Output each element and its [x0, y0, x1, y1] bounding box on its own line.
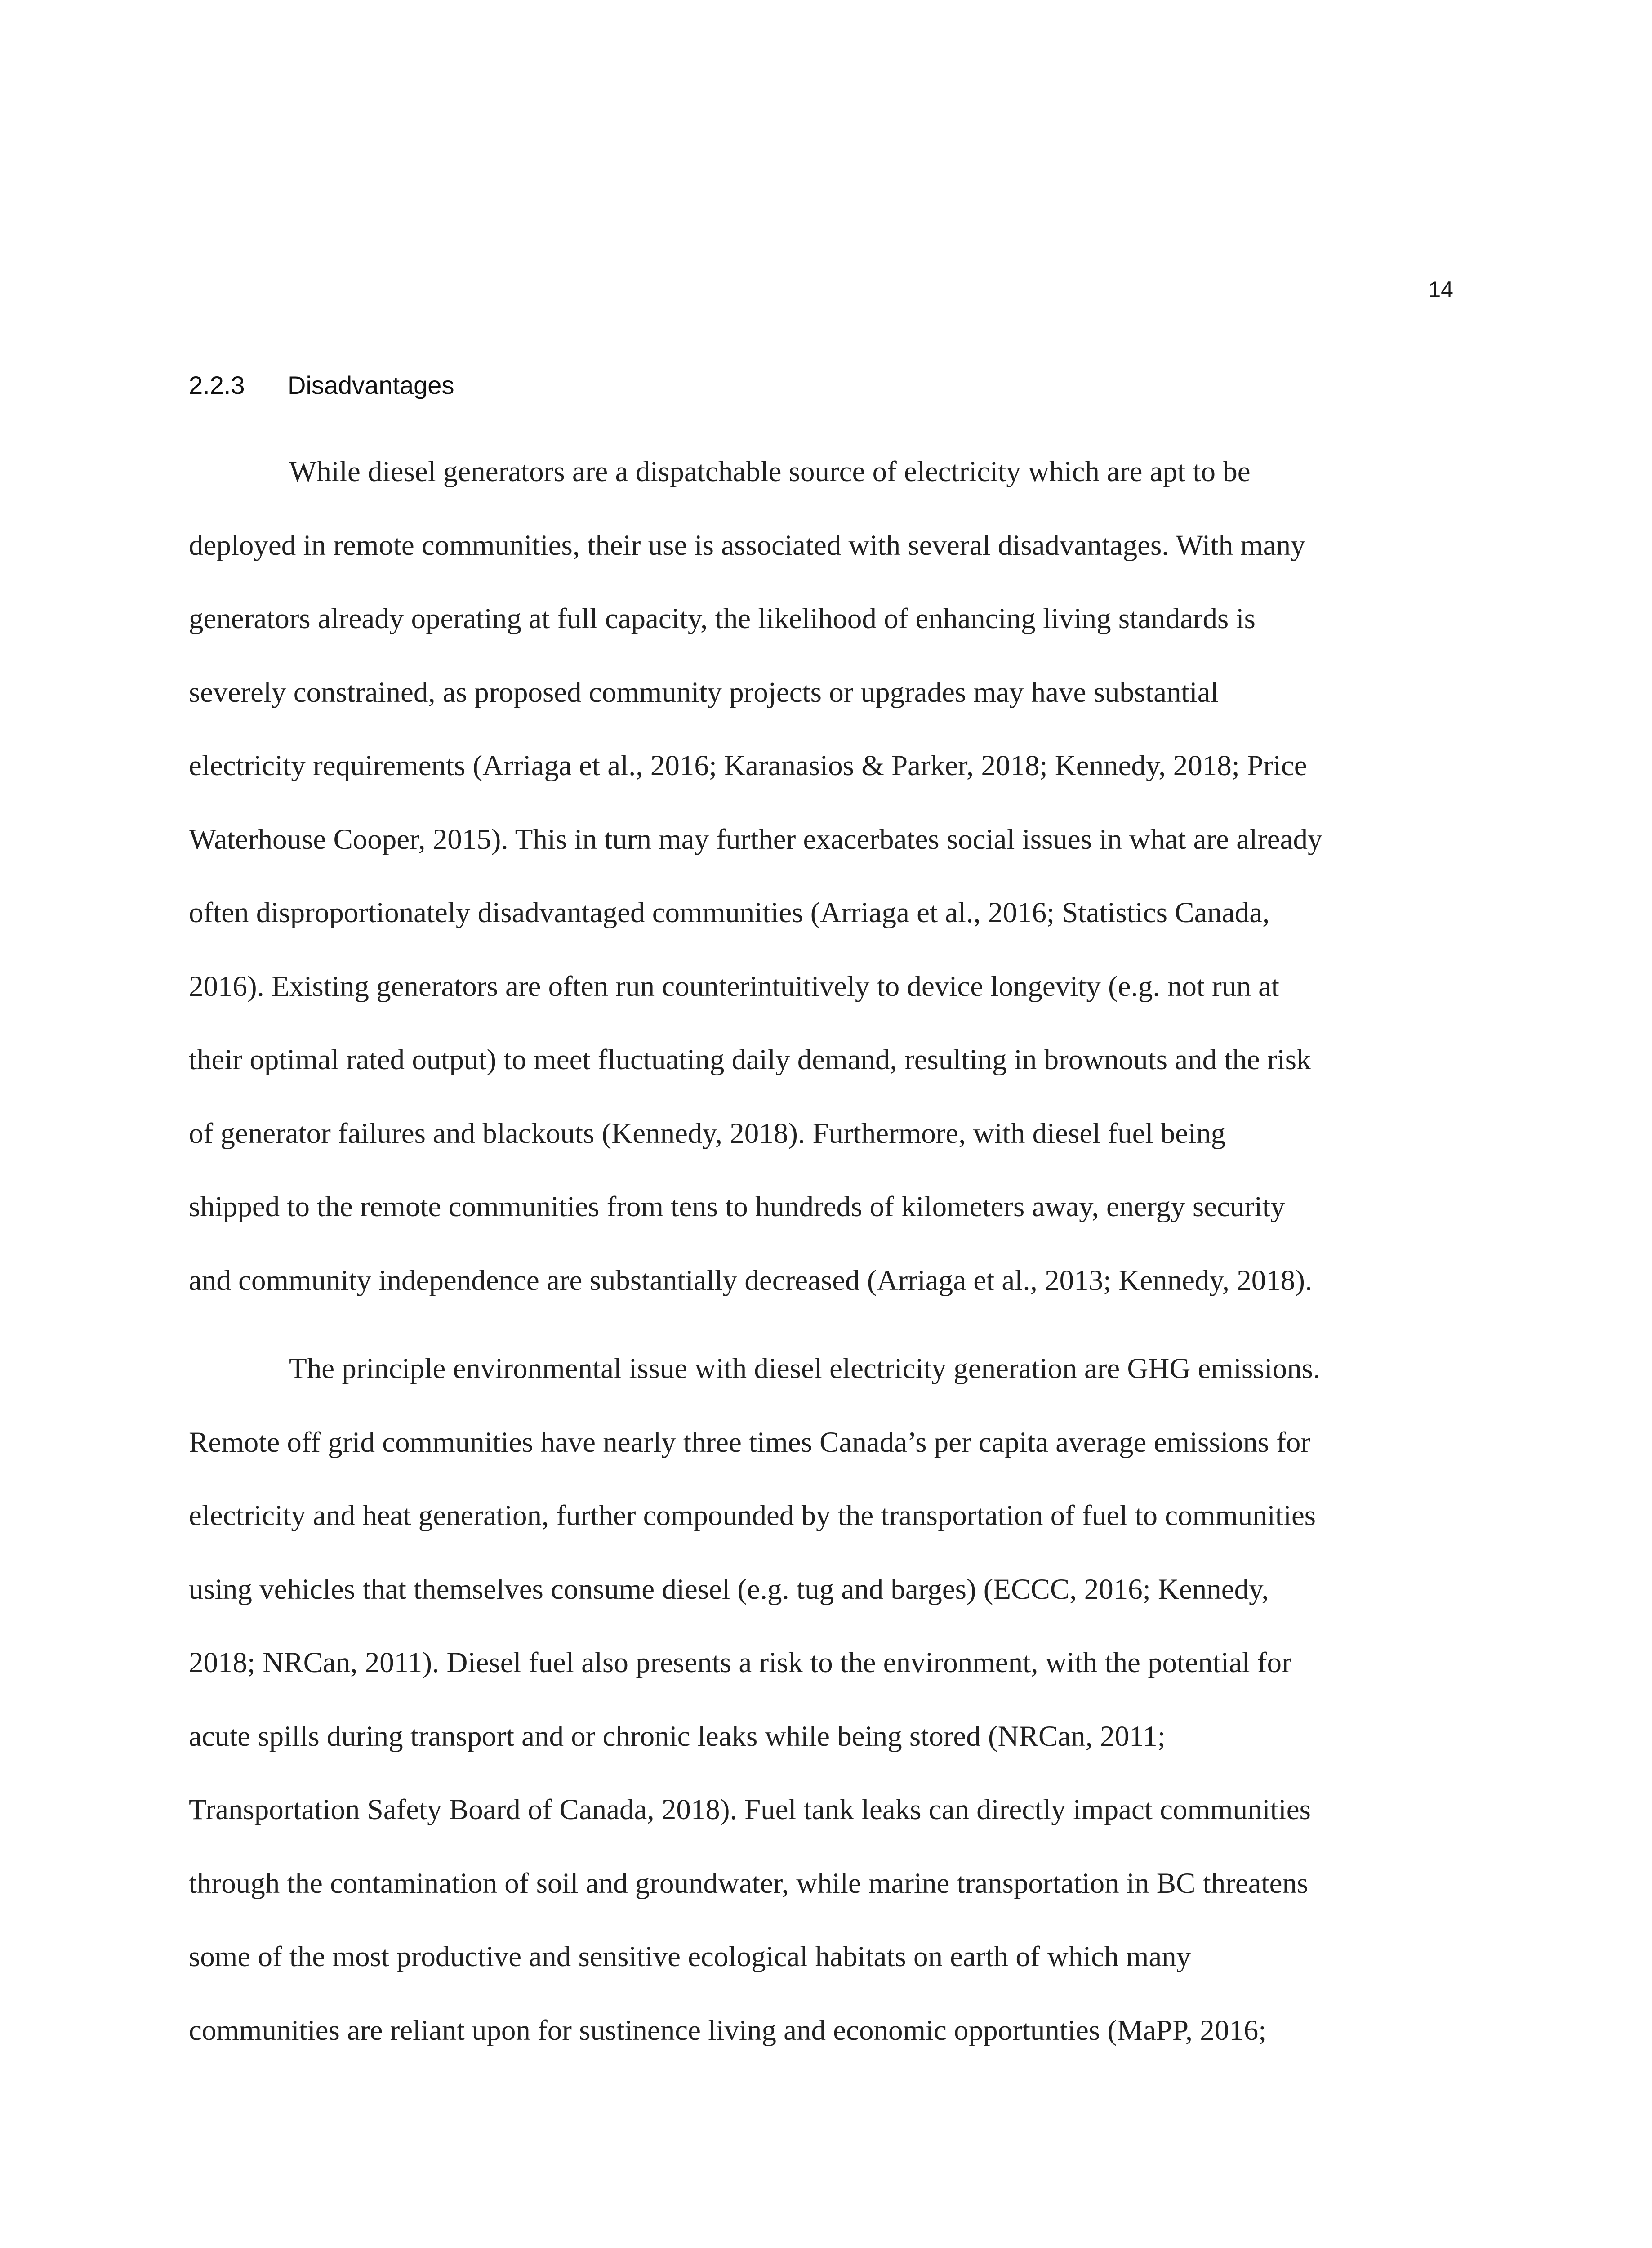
paragraph-line: communities are reliant upon for sustinence living and economic opportunties (MaPP, 2016;: [189, 2014, 1267, 2047]
paragraph-line: acute spills during transport and or chronic leaks while being stored (NRCan, 2011;: [189, 1720, 1166, 1753]
paragraph-line: through the contamination of soil and groundwater, while marine transportation in BC threatens: [189, 1867, 1309, 1900]
paragraph-line: often disproportionately disadvantaged communities (Arriaga et al., 2016; Statistics Canada,: [189, 897, 1270, 929]
paragraph-line: using vehicles that themselves consume diesel (e.g. tug and barges) (ECCC, 2016; Kennedy,: [189, 1573, 1269, 1606]
paragraph-line: While diesel generators are a dispatchable source of electricity which are apt to be: [289, 455, 1251, 488]
paragraph-line: 2018; NRCan, 2011). Diesel fuel also presents a risk to the environment, with the potential for: [189, 1646, 1291, 1679]
paragraph-line: deployed in remote communities, their use is associated with several disadvantages. With many: [189, 529, 1305, 562]
page-number: 14: [1428, 277, 1453, 302]
paragraph-line: Remote off grid communities have nearly three times Canada’s per capita average emissions for: [189, 1426, 1311, 1459]
section-title: Disadvantages: [288, 371, 454, 399]
paragraph-line: 2016). Existing generators are often run counterintuitively to device longevity (e.g. not run at: [189, 970, 1279, 1003]
paragraph-line: Transportation Safety Board of Canada, 2018). Fuel tank leaks can directly impact communities: [189, 1793, 1311, 1826]
section-heading: [189, 370, 454, 401]
paragraph-line: Waterhouse Cooper, 2015). This in turn may further exacerbates social issues in what are already: [189, 823, 1322, 856]
paragraph-line: electricity requirements (Arriaga et al., 2016; Karanasios & Parker, 2018; Kennedy, 2018; Price: [189, 749, 1307, 782]
paragraph-line: generators already operating at full capacity, the likelihood of enhancing living standards is: [189, 602, 1256, 635]
paragraph-line: of generator failures and blackouts (Kennedy, 2018). Furthermore, with diesel fuel being: [189, 1117, 1226, 1150]
paragraph-1: [189, 435, 1456, 1317]
paragraph-line: severely constrained, as proposed community projects or upgrades may have substantial: [189, 676, 1219, 709]
paragraph-line: The principle environmental issue with diesel electricity generation are GHG emissions.: [289, 1352, 1321, 1385]
paragraph-2: [189, 1332, 1456, 2067]
paragraph-line: some of the most productive and sensitive ecological habitats on earth of which many: [189, 1940, 1191, 1973]
paragraph-line: their optimal rated output) to meet fluctuating daily demand, resulting in brownouts and the risk: [189, 1044, 1311, 1076]
paragraph-line: and community independence are substantially decreased (Arriaga et al., 2013; Kennedy, 2018).: [189, 1264, 1313, 1297]
section-number: 2.2.3: [189, 371, 245, 399]
paragraph-line: electricity and heat generation, further compounded by the transportation of fuel to communities: [189, 1499, 1316, 1532]
paragraph-line: shipped to the remote communities from tens to hundreds of kilometers away, energy security: [189, 1191, 1285, 1223]
